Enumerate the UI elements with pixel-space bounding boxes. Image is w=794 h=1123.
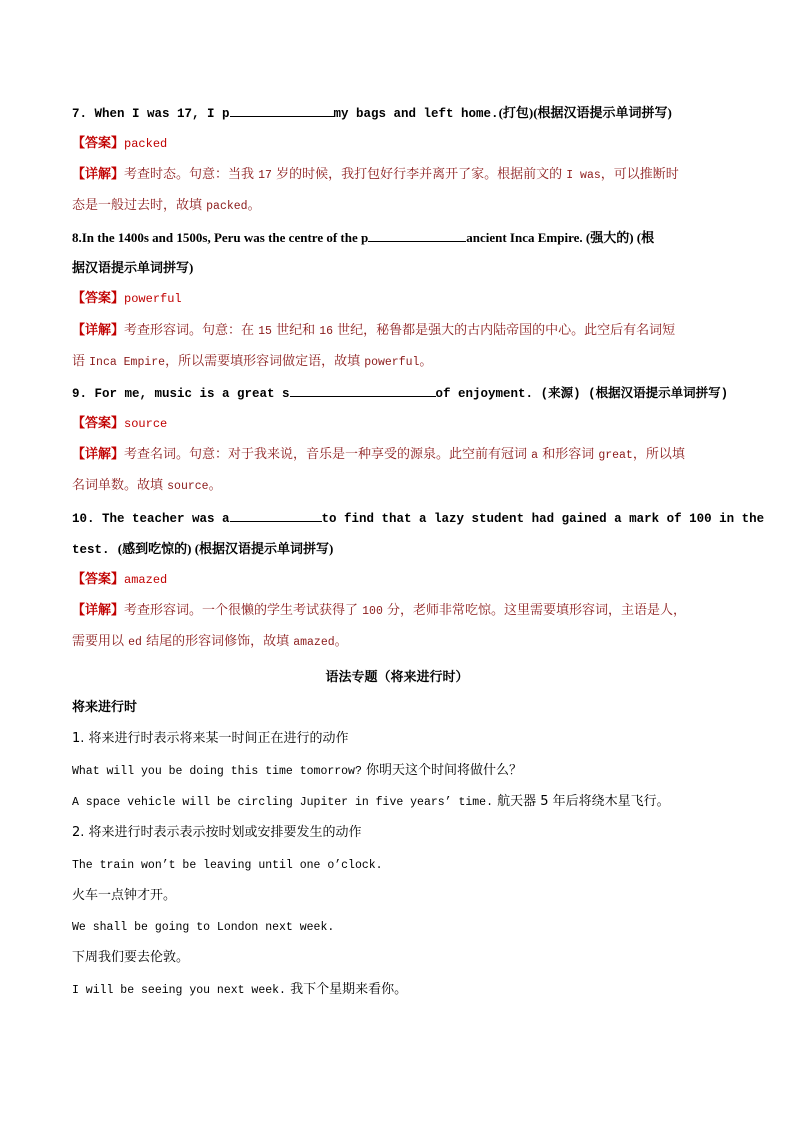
q9-text-post: of enjoyment. (来源) (根据汉语提示单词拼写) — [435, 387, 729, 401]
q8-answer — [72, 290, 722, 308]
q7-detail-line-1 — [72, 166, 722, 185]
q10-detail-line-1 — [72, 602, 722, 621]
grammar-example-5: I will be seeing you next week. 我下个星期来看你。 — [72, 982, 408, 997]
q7-text-post: my bags and left home. — [333, 107, 499, 121]
grammar-subtitle: 将来进行时 — [72, 700, 138, 715]
q10-text-post: to find that a lazy student had gained a mark of 100 in the — [321, 512, 765, 526]
q8-detail-line-2 — [72, 353, 722, 372]
q10-detail-line-2 — [72, 633, 722, 652]
q9-blank — [290, 384, 436, 397]
q8-detail-text: 考查形容词。句意：在 15 世纪和 16 世纪，秘鲁都是强大的古内陆帝国的中心。此空后有名词短 — [124, 323, 676, 338]
question-8-line-2 — [72, 259, 722, 278]
q8-detail-text-2: 语 Inca Empire，所以需要填形容词做定语，故填 powerful。 — [72, 354, 433, 369]
q9-detail-text-2: 名词单数。故填 source。 — [72, 478, 222, 493]
q8-answer-value: powerful — [124, 292, 182, 306]
q10-answer-value: amazed — [124, 573, 168, 587]
grammar-example-3: The train won’t be leaving until one o’clock. — [72, 859, 383, 872]
grammar-title: 语法专题（将来进行时） — [325, 670, 469, 685]
q8-text-pre: 8.In the 1400s and 1500s, Peru was the centre of the p — [72, 230, 369, 245]
answer-label: 【答案】 — [72, 416, 125, 431]
q10-text-pre: 10. The teacher was a — [72, 512, 230, 526]
q10-detail-text: 考查形容词。一个很懒的学生考试获得了 100 分，老师非常吃惊。这里需要填形容词，主语是人， — [124, 603, 687, 618]
q9-answer — [72, 415, 722, 433]
q10-answer — [72, 571, 722, 589]
detail-label: 【详解】 — [72, 323, 125, 338]
q7-answer — [72, 135, 722, 153]
q8-hint: 据汉语提示单词拼写) — [72, 260, 194, 275]
q7-detail-line-2 — [72, 197, 722, 216]
q9-detail-line-1 — [72, 446, 722, 465]
detail-label: 【详解】 — [72, 167, 125, 182]
grammar-example-2: A space vehicle will be circling Jupiter in five years’ time. 航天器 5 年后将绕木星飞行。 — [72, 794, 670, 809]
answer-label: 【答案】 — [72, 291, 125, 306]
q7-hint: (打包)(根据汉语提示单词拼写) — [498, 105, 672, 120]
q10-text-line2: test. — [72, 543, 110, 557]
q9-answer-value: source — [124, 417, 168, 431]
answer-label: 【答案】 — [72, 136, 125, 151]
question-8 — [72, 229, 722, 248]
answer-label: 【答案】 — [72, 572, 125, 587]
detail-label: 【详解】 — [72, 447, 125, 462]
q10-detail-text-2: 需要用以 ed 结尾的形容词修饰，故填 amazed。 — [72, 634, 348, 649]
q8-text-post: ancient Inca Empire. (强大的) (根 — [466, 230, 655, 245]
q8-detail-line-1 — [72, 322, 722, 341]
q7-text-pre: 7. When I was 17, I p — [72, 107, 230, 121]
q9-detail-line-2 — [72, 477, 722, 496]
q10-hint: (感到吃惊的) (根据汉语提示单词拼写) — [117, 541, 334, 556]
question-7 — [72, 104, 722, 123]
grammar-point-1: 1. 将来进行时表示将来某一时间正在进行的动作 — [72, 731, 349, 746]
q7-blank — [230, 104, 334, 117]
q9-detail-text: 考查名词。句意：对于我来说，音乐是一种享受的源泉。此空前有冠词 a 和形容词 great，所以填 — [124, 447, 685, 462]
q10-blank — [230, 509, 322, 522]
grammar-point-2: 2. 将来进行时表示表示按时划或安排要发生的动作 — [72, 825, 362, 840]
grammar-example-1: What will you be doing this time tomorrow? 你明天这个时间将做什么？ — [72, 763, 522, 778]
question-10 — [72, 509, 765, 528]
grammar-example-3-translation: 火车一点钟才开。 — [72, 888, 177, 903]
q7-detail-text-2: 态是一般过去时，故填 packed。 — [72, 198, 261, 213]
q8-blank — [368, 229, 466, 242]
grammar-example-4: We shall be going to London next week. — [72, 921, 335, 934]
detail-label: 【详解】 — [72, 603, 125, 618]
q7-answer-value: packed — [124, 137, 168, 151]
q9-text-pre: 9. For me, music is a great s — [72, 387, 290, 401]
q7-detail-text: 考查时态。句意：当我 17 岁的时候，我打包好行李并离开了家。根据前文的 I was，可以推断时 — [124, 167, 679, 182]
question-10-line-2 — [72, 540, 722, 559]
question-9 — [72, 384, 729, 403]
grammar-example-4-translation: 下周我们要去伦敦。 — [72, 950, 190, 965]
